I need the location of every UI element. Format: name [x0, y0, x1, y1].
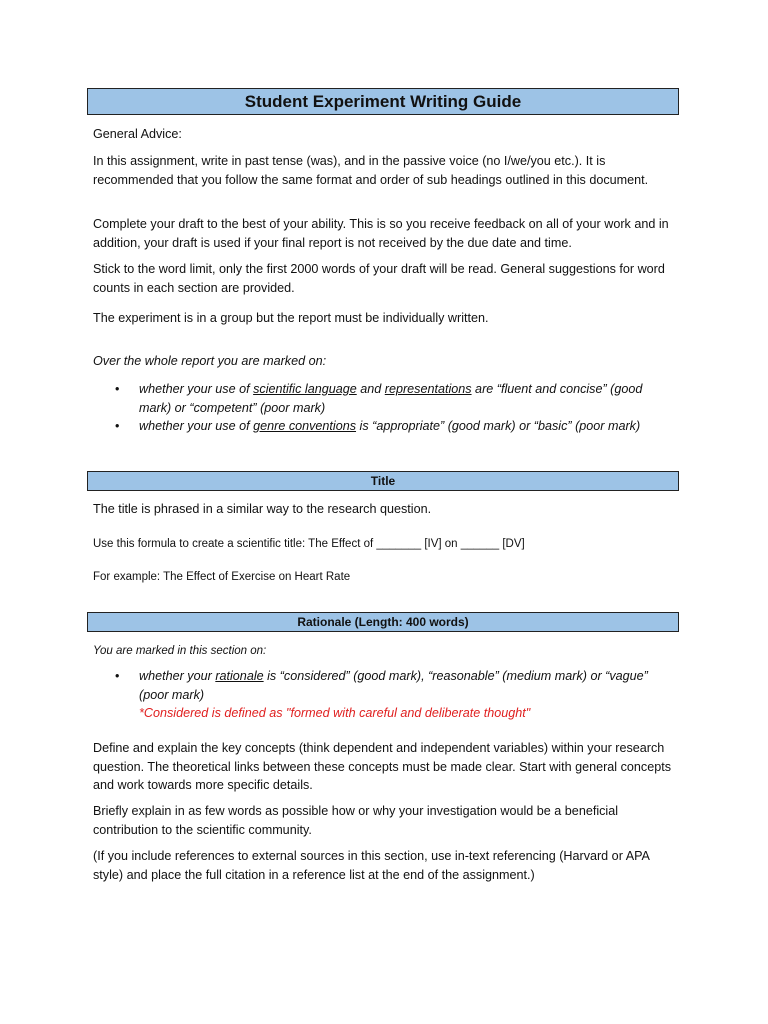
general-advice-paragraph-1: In this assignment, write in past tense (was), and in the passive voice (no I/we/you etc.). It is recommended that you follow the same format and order of sub headings outlined in this document. [93, 154, 649, 187]
bullet-icon: • [115, 382, 120, 396]
bullet-icon: • [115, 669, 120, 683]
report-marking-list [93, 380, 673, 436]
rationale-marking-list [93, 667, 673, 723]
term-rationale: rationale [215, 669, 264, 683]
bullet-icon: • [115, 419, 120, 433]
term-representations: representations [384, 382, 472, 396]
title-formula: Use this formula to create a scientific title: The Effect of _______ [IV] on ______ [DV] [93, 538, 525, 550]
term-genre-conventions: genre conventions [253, 419, 357, 433]
report-marked-intro: Over the whole report you are marked on: [93, 354, 327, 368]
rationale-paragraph-3: (If you include references to external sources in this section, use in-text referencing (Harvard or APA style) and place the full citation in a reference list at the end of the assignment.) [93, 849, 650, 882]
rationale-marked-intro: You are marked in this section on: [93, 645, 267, 657]
rationale-paragraph-2: Briefly explain in as few words as possible how or why your investigation would be a beneficial contribution to the scientific community. [93, 804, 619, 837]
document-title: Student Experiment Writing Guide [87, 88, 679, 115]
general-advice-heading: General Advice: [93, 127, 182, 141]
title-section-paragraph-1: The title is phrased in a similar way to the research question. [93, 502, 432, 516]
general-advice-paragraph-2: Complete your draft to the best of your ability. This is so you receive feedback on all of your work and in addition, your draft is used if your final report is not received by the due date and time. [93, 217, 669, 250]
list-item: • whether your use of genre conventions is “appropriate” (good mark) or “basic” (poor mark) [93, 417, 673, 436]
rationale-section-heading: Rationale (Length: 400 words) [87, 612, 679, 632]
list-item: • whether your rationale is “considered” (good mark), “reasonable” (medium mark) or “vague” (poor mark) *Considered is defined as "formed with careful and deliberate thought" [93, 667, 673, 723]
list-item: • whether your use of scientific language and representations are “fluent and concise” (good mark) or “competent” (poor mark) [115, 382, 643, 415]
rationale-paragraph-1: Define and explain the key concepts (think dependent and independent variables) within your research question. The theoretical links between these concepts must be made clear. Start with general concepts and work towards more specific details. [93, 741, 672, 792]
general-advice-paragraph-3: Stick to the word limit, only the first 2000 words of your draft will be read. General suggestions for word counts in each section are provided. [93, 262, 665, 295]
title-example: For example: The Effect of Exercise on Heart Rate [93, 571, 351, 583]
title-section-heading: Title [87, 471, 679, 491]
general-advice-paragraph-4: The experiment is in a group but the report must be individually written. [93, 311, 489, 325]
considered-definition-note: *Considered is defined as "formed with careful and deliberate thought" [139, 706, 531, 720]
term-scientific-language: scientific language [253, 382, 357, 396]
